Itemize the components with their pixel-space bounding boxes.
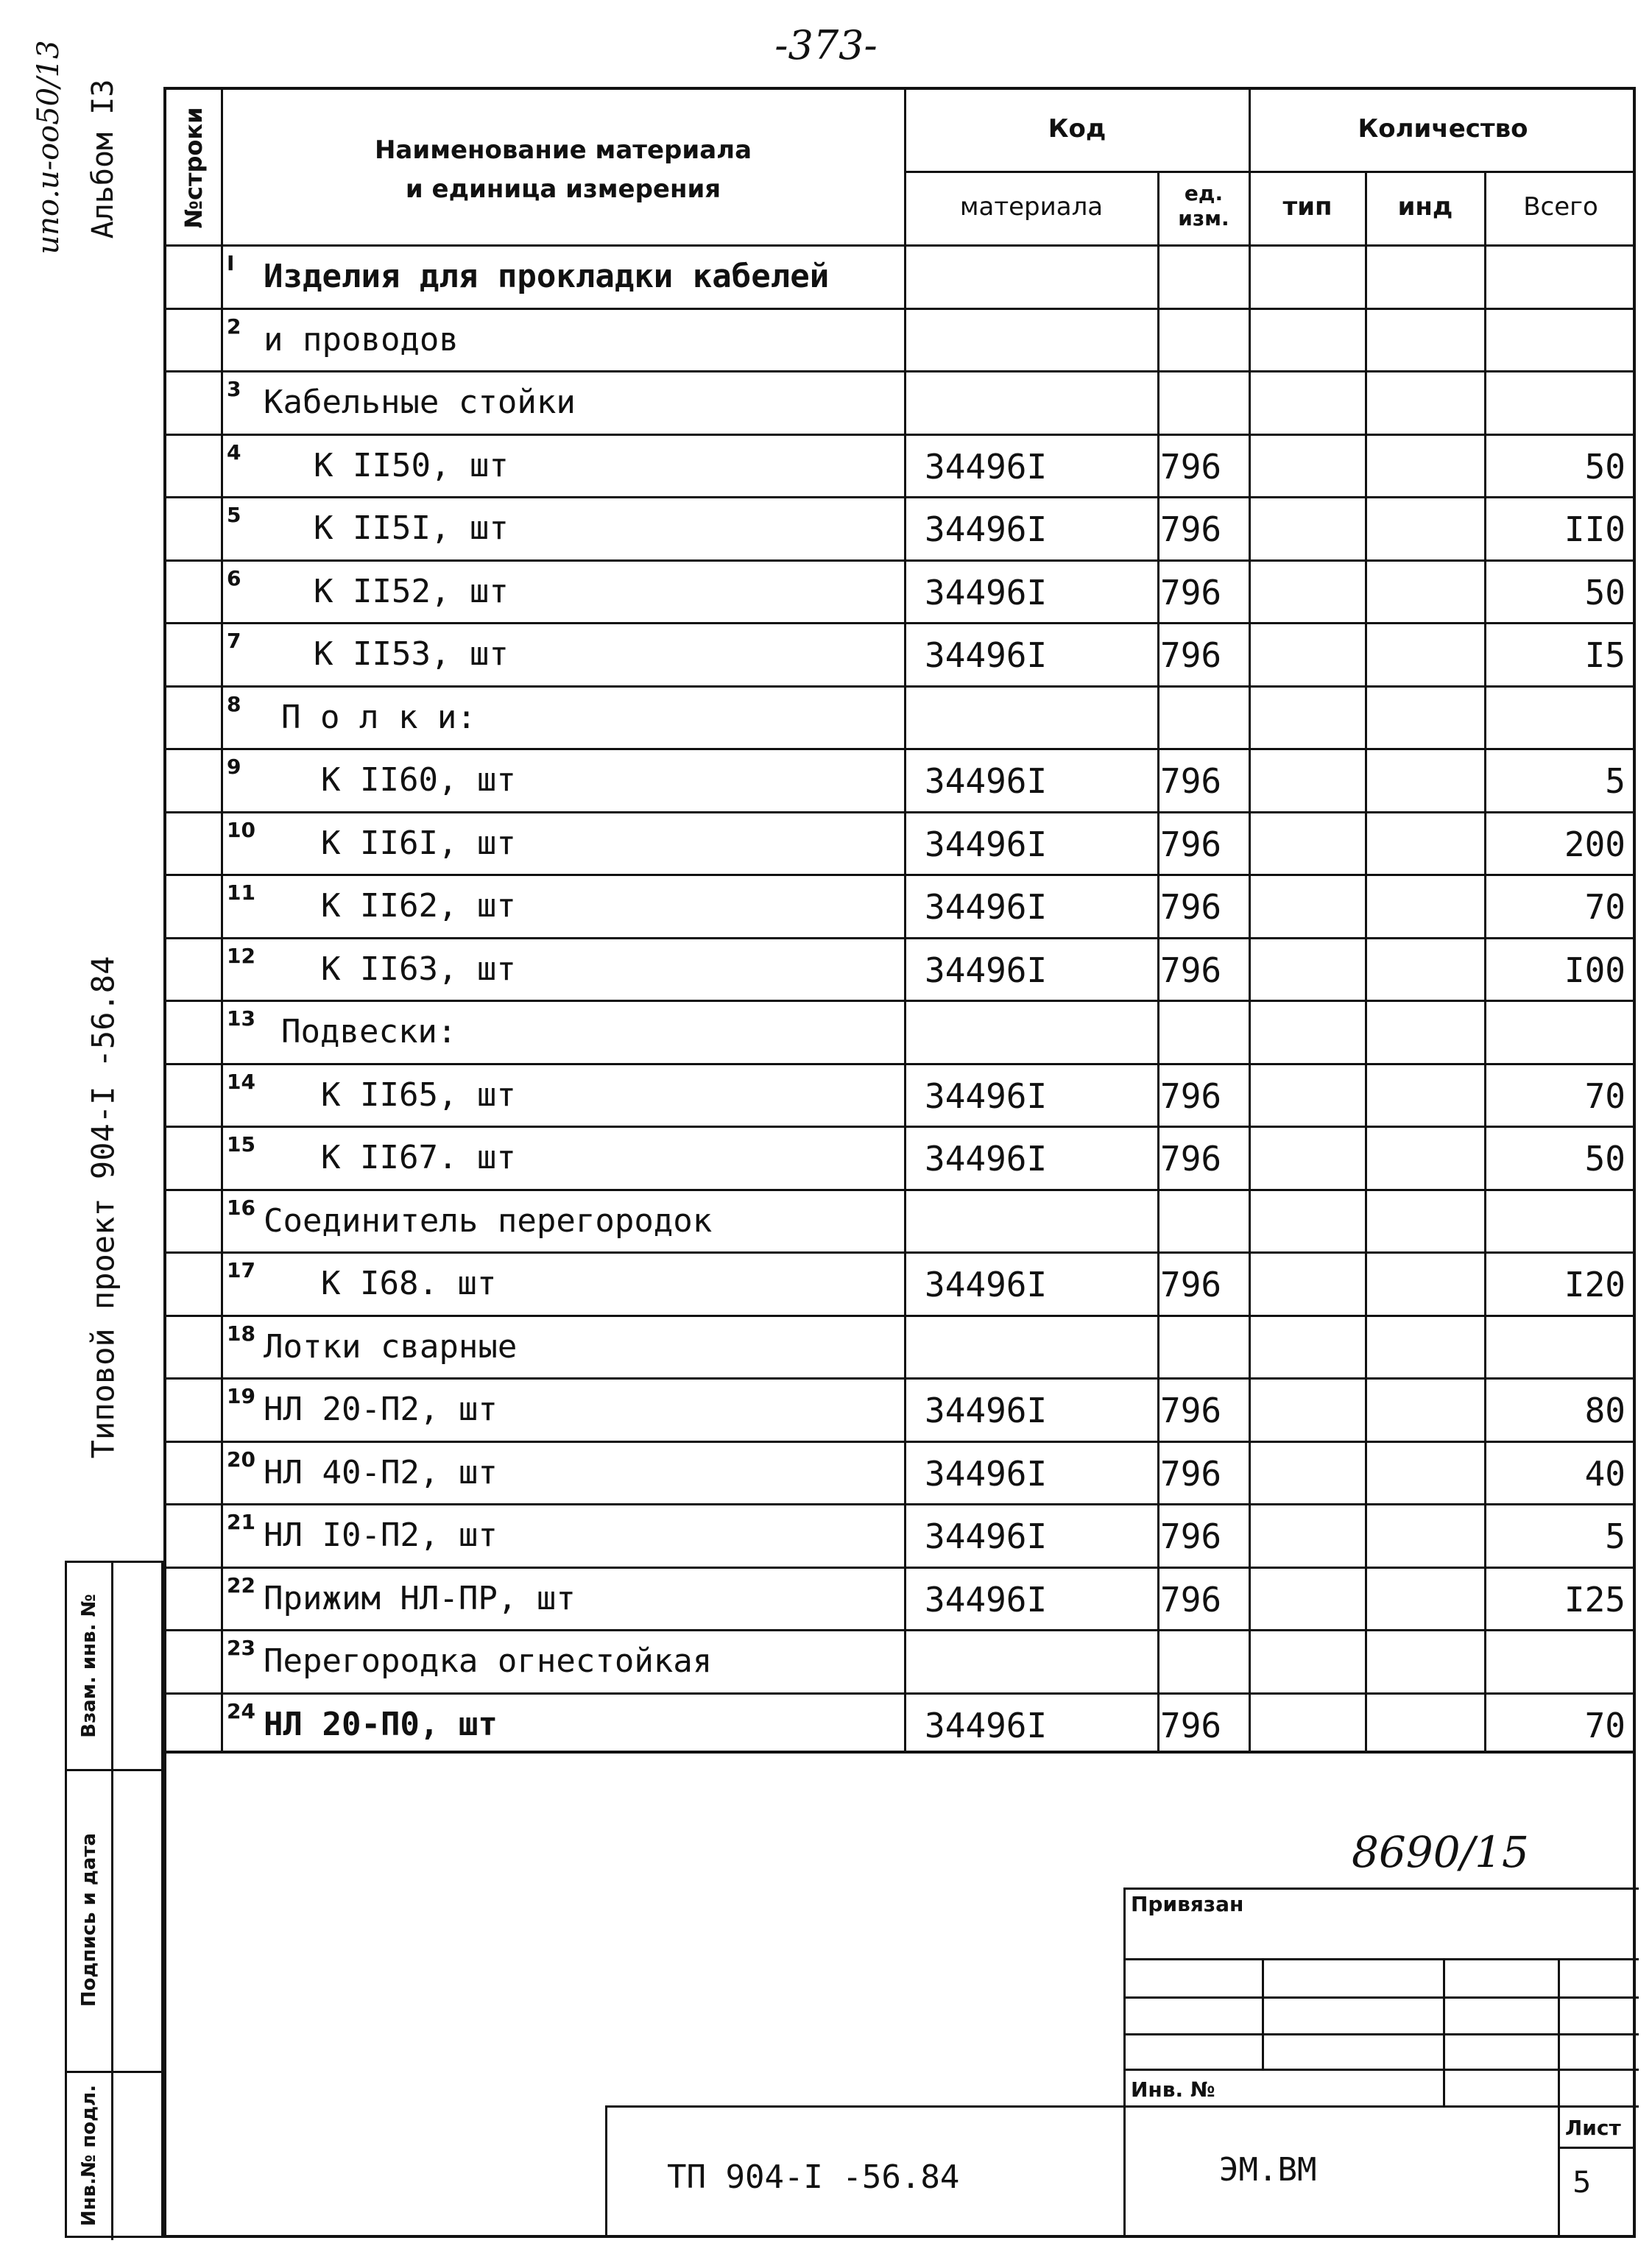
material-code: 34496I <box>925 887 1048 927</box>
sheet-label: Лист <box>1565 2116 1621 2140</box>
row-number: 20 <box>227 1447 255 1472</box>
material-name: П о л к и: <box>281 698 476 736</box>
row-number: 13 <box>227 1006 255 1031</box>
header-code: Код <box>1048 114 1106 144</box>
row-number: 21 <box>227 1510 255 1534</box>
qty-total: 50 <box>1584 572 1625 612</box>
qty-total: 200 <box>1564 824 1625 864</box>
unit-code: 796 <box>1160 1705 1222 1745</box>
material-name: К II60, шт <box>321 761 516 799</box>
qty-total: I00 <box>1564 950 1625 990</box>
unit-code: 796 <box>1160 1139 1222 1179</box>
row-number: 22 <box>227 1572 255 1597</box>
row-number: 6 <box>227 565 241 590</box>
doc-mark: ЭМ.ВМ <box>1219 2151 1317 2189</box>
unit-code: 796 <box>1160 887 1222 927</box>
row-number: 3 <box>227 377 241 401</box>
material-name: Лотки сварные <box>264 1327 518 1366</box>
page-number: -373- <box>774 22 878 68</box>
header-quantity: Количество <box>1358 114 1528 144</box>
row-number: 18 <box>227 1321 255 1346</box>
material-name: Соединитель перегородок <box>264 1201 713 1240</box>
material-code: 34496I <box>925 761 1048 801</box>
qty-total: 70 <box>1584 887 1625 927</box>
material-name: К II50, шт <box>314 446 509 484</box>
stamp-label-podpis: Подпись и дата <box>78 1832 100 2007</box>
qty-total: I5 <box>1584 635 1625 675</box>
qty-total: II0 <box>1564 509 1625 549</box>
material-name: К I68. шт <box>321 1265 497 1302</box>
header-qty-total: Всего <box>1523 192 1598 222</box>
material-code: 34496I <box>925 1265 1048 1304</box>
qty-total: 70 <box>1584 1076 1625 1116</box>
stamp-label-inv: Инв.№ подл. <box>78 2084 100 2227</box>
material-code: 34496I <box>925 635 1048 675</box>
qty-total: 80 <box>1584 1391 1625 1430</box>
material-name: НЛ I0-П2, шт <box>264 1516 498 1554</box>
row-number: 10 <box>227 817 255 842</box>
row-number: 7 <box>227 629 241 653</box>
row-number: 11 <box>227 880 255 905</box>
row-number: 4 <box>227 439 241 465</box>
material-name: Прижим НЛ-ПР, шт <box>264 1579 576 1617</box>
qty-total: 50 <box>1584 446 1625 487</box>
inv-no-label: Инв. № <box>1131 2077 1215 2102</box>
qty-total: 50 <box>1584 1139 1625 1179</box>
material-name: К II53, шт <box>314 635 509 673</box>
material-code: 34496I <box>925 1391 1048 1430</box>
material-name: Подвески: <box>281 1013 457 1050</box>
material-name: НЛ 40-П2, шт <box>264 1453 498 1491</box>
qty-total: 40 <box>1584 1453 1625 1494</box>
handwritten-number: 8690/15 <box>1352 1827 1529 1877</box>
material-code: 34496I <box>925 1076 1048 1116</box>
unit-code: 796 <box>1160 761 1222 801</box>
material-name: Изделия для прокладки кабелей <box>264 258 830 295</box>
material-name: К II62, шт <box>321 887 516 925</box>
row-number: 14 <box>227 1069 255 1094</box>
material-code: 34496I <box>925 572 1048 612</box>
material-code: 34496I <box>925 509 1048 549</box>
row-number: I <box>227 251 235 275</box>
header-code-unit: ед. изм. <box>1178 181 1229 230</box>
material-name: НЛ 20-П0, шт <box>264 1705 498 1743</box>
unit-code: 796 <box>1160 824 1222 864</box>
unit-code: 796 <box>1160 1516 1222 1556</box>
unit-code: 796 <box>1160 1076 1222 1116</box>
header-qty-type: тип <box>1282 192 1332 222</box>
row-number: 16 <box>227 1195 255 1220</box>
material-name: К II67. шт <box>321 1139 516 1176</box>
row-number: 8 <box>227 691 241 716</box>
material-name: Кабельные стойки <box>264 384 576 421</box>
margin-stamp-boxes <box>65 1561 163 2238</box>
material-code: 34496I <box>925 1516 1048 1556</box>
header-row-no: №строки <box>180 107 208 229</box>
unit-code: 796 <box>1160 1265 1222 1304</box>
row-number: 15 <box>227 1132 255 1157</box>
material-name: К II65, шт <box>321 1076 516 1114</box>
qty-total: I25 <box>1564 1579 1625 1620</box>
unit-code: 796 <box>1160 1579 1222 1620</box>
row-number: 12 <box>227 943 255 968</box>
material-name: К II52, шт <box>314 572 509 610</box>
unit-code: 796 <box>1160 1391 1222 1430</box>
unit-code: 796 <box>1160 446 1222 487</box>
qty-total: 5 <box>1605 761 1625 801</box>
stamp-label-vzam: Взам. инв. № <box>78 1594 100 1738</box>
material-code: 34496I <box>925 1453 1048 1494</box>
qty-total: I20 <box>1564 1265 1625 1304</box>
material-code: 34496I <box>925 1705 1048 1745</box>
unit-code: 796 <box>1160 509 1222 549</box>
margin-handwritten-code: ипо.и-оо50/13 <box>32 40 66 255</box>
sheet-number: 5 <box>1572 2166 1592 2200</box>
row-number: 23 <box>227 1636 255 1660</box>
privyazan-label: Привязан <box>1131 1892 1244 1916</box>
unit-code: 796 <box>1160 572 1222 612</box>
material-code: 34496I <box>925 824 1048 864</box>
unit-code: 796 <box>1160 635 1222 675</box>
material-code: 34496I <box>925 950 1048 990</box>
material-code: 34496I <box>925 1139 1048 1179</box>
material-name: К II6I, шт <box>321 824 516 862</box>
material-code: 34496I <box>925 1579 1048 1620</box>
row-number: 2 <box>227 314 241 339</box>
margin-album: Альбом I3 <box>86 79 120 239</box>
header-name: Наименование материала и единица измерения <box>374 135 752 204</box>
row-number: 19 <box>227 1384 255 1408</box>
unit-code: 796 <box>1160 1453 1222 1494</box>
header-code-material: материала <box>959 192 1104 222</box>
margin-project: Типовой проект 904-I -56.84 <box>85 956 121 1459</box>
material-name: НЛ 20-П2, шт <box>264 1391 498 1428</box>
material-name: К II5I, шт <box>314 509 509 547</box>
material-name: К II63, шт <box>321 950 516 988</box>
row-number: 9 <box>227 755 241 779</box>
materials-table <box>163 87 1636 1754</box>
material-code: 34496I <box>925 446 1048 487</box>
row-number: 5 <box>227 503 241 527</box>
row-number: 24 <box>227 1698 255 1723</box>
header-qty-ind: инд <box>1397 192 1453 222</box>
doc-code: ТП 904-I -56.84 <box>667 2158 960 2196</box>
material-name: Перегородка огнестойкая <box>264 1642 713 1680</box>
unit-code: 796 <box>1160 950 1222 990</box>
qty-total: 70 <box>1584 1705 1625 1745</box>
qty-total: 5 <box>1605 1516 1625 1556</box>
material-name: и проводов <box>264 320 459 359</box>
row-number: 17 <box>227 1258 255 1282</box>
bottom-stamp-area <box>163 1754 1636 2238</box>
